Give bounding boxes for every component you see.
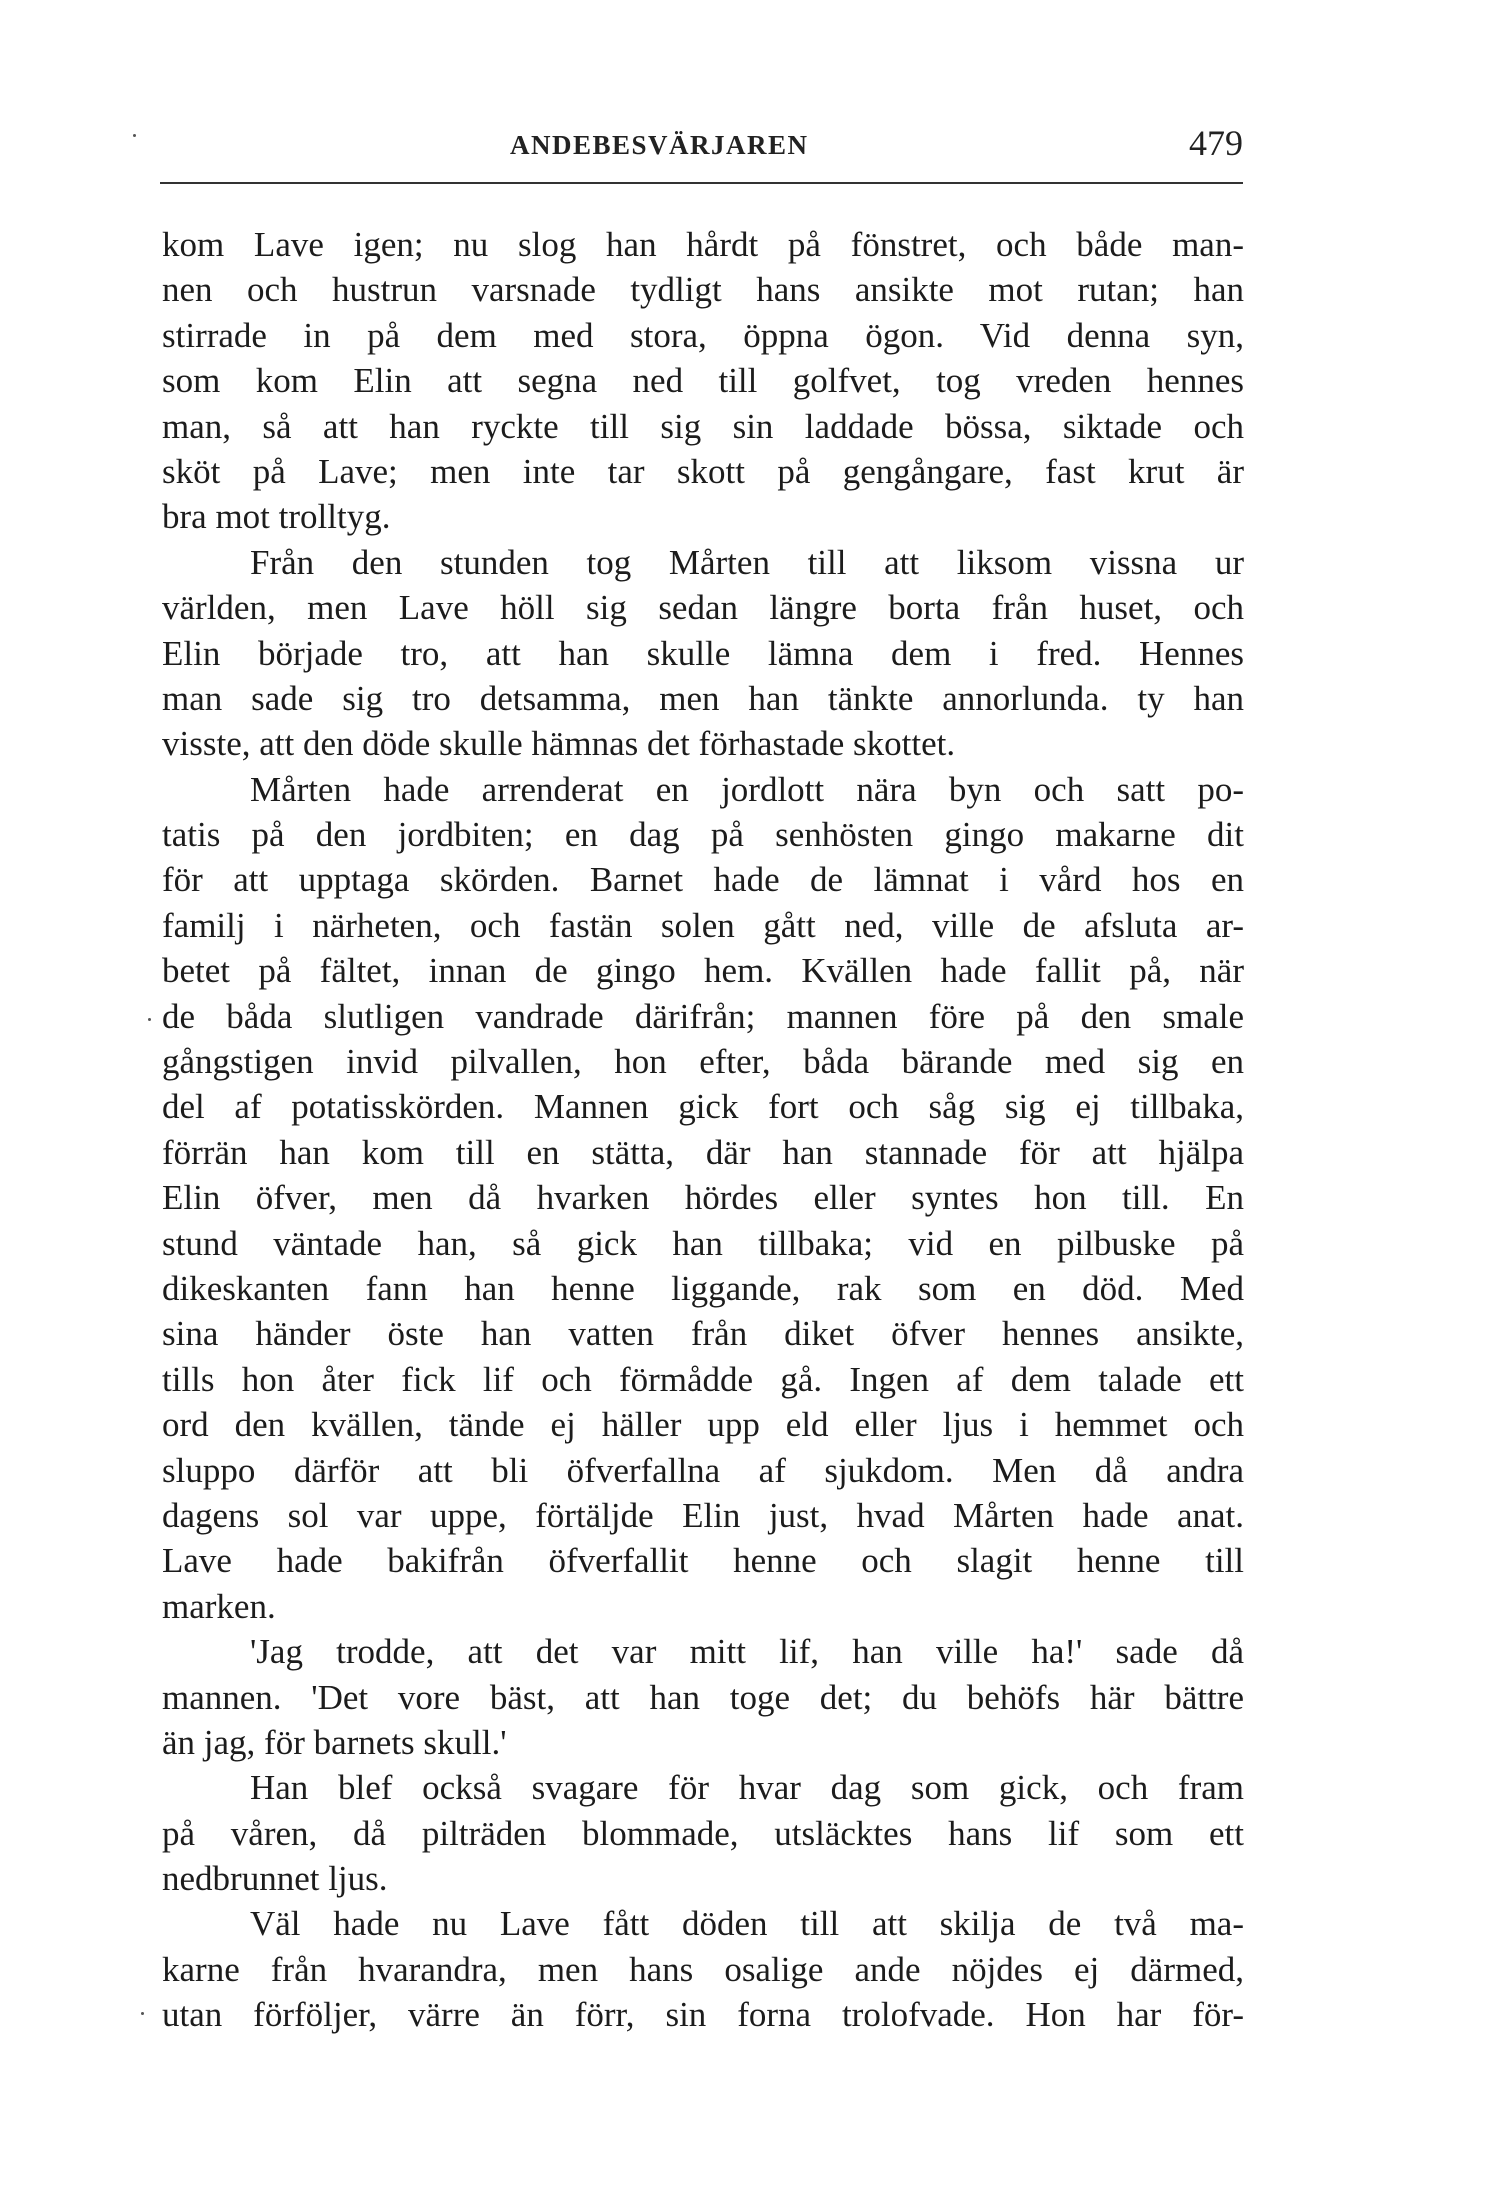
text-line: dagens sol var uppe, förtäljde Elin just, hvad Mårten hade anat. bbox=[162, 1495, 1244, 1535]
text-line: dikeskanten fann han henne liggande, rak som en död. Med bbox=[162, 1268, 1244, 1308]
text-line: Lave hade bakifrån öfverfallit henne och slagit henne till bbox=[162, 1541, 1244, 1581]
text-line: Från den stunden tog Mårten till att liksom vissna ur bbox=[250, 542, 1244, 582]
text-line: som kom Elin att segna ned till golfvet, tog vreden hennes bbox=[162, 361, 1244, 401]
text-line: 'Jag trodde, att det var mitt lif, han ville ha!' sade då bbox=[250, 1632, 1244, 1672]
header-rule bbox=[160, 182, 1243, 184]
text-line: familj i närheten, och fastän solen gått ned, ville de afsluta ar- bbox=[162, 905, 1244, 945]
text-line: Elin började tro, att han skulle lämna dem i fred. Hennes bbox=[162, 633, 1244, 673]
text-line: karne från hvarandra, men hans osalige ande nöjdes ej därmed, bbox=[162, 1949, 1244, 1989]
text-line: gångstigen invid pilvallen, hon efter, båda bärande med sig en bbox=[162, 1042, 1244, 1082]
paper-speck bbox=[141, 2012, 144, 2015]
text-line: de båda slutligen vandrade därifrån; mannen före på den smale bbox=[162, 996, 1244, 1036]
text-line: del af potatisskörden. Mannen gick fort och såg sig ej tillbaka, bbox=[162, 1087, 1244, 1127]
text-line: man sade sig tro detsamma, men han tänkte annorlunda. ty han bbox=[162, 678, 1244, 718]
text-line: nedbrunnet ljus. bbox=[162, 1859, 388, 1899]
text-line: stirrade in på dem med stora, öppna ögon. Vid denna syn, bbox=[162, 315, 1244, 355]
body-text bbox=[162, 222, 1244, 2038]
text-line: Han blef också svagare för hvar dag som gick, och fram bbox=[250, 1768, 1244, 1808]
text-line: tills hon åter fick lif och förmådde gå. Ingen af dem talade ett bbox=[162, 1359, 1244, 1399]
paper-speck bbox=[148, 1018, 151, 1021]
text-line: på våren, då pilträden blommade, utsläcktes hans lif som ett bbox=[162, 1813, 1244, 1853]
text-line: nen och hustrun varsnade tydligt hans ansikte mot rutan; han bbox=[162, 270, 1244, 310]
text-line: sköt på Lave; men inte tar skott på gengångare, fast krut är bbox=[162, 451, 1244, 491]
page-number: 479 bbox=[1189, 123, 1243, 163]
text-line: utan förföljer, värre än förr, sin forna trolofvade. Hon har för- bbox=[162, 1995, 1244, 2035]
text-line: världen, men Lave höll sig sedan längre borta från huset, och bbox=[162, 588, 1244, 628]
text-line: kom Lave igen; nu slog han hårdt på fönstret, och både man- bbox=[162, 225, 1244, 264]
text-line: visste, att den döde skulle hämnas det förhastade skottet. bbox=[162, 724, 956, 764]
text-line: Elin öfver, men då hvarken hördes eller syntes hon till. En bbox=[162, 1178, 1244, 1218]
running-title: ANDEBESVÄRJAREN bbox=[510, 130, 809, 160]
running-head bbox=[160, 123, 1243, 170]
text-line: betet på fältet, innan de gingo hem. Kvällen hade fallit på, när bbox=[162, 951, 1244, 991]
text-line: förrän han kom till en stätta, där han stannade för att hjälpa bbox=[162, 1132, 1244, 1172]
text-line: Mårten hade arrenderat en jordlott nära byn och satt po- bbox=[250, 769, 1244, 809]
text-line: än jag, för barnets skull.' bbox=[162, 1722, 507, 1762]
text-line: ord den kvällen, tände ej häller upp eld eller ljus i hemmet och bbox=[162, 1405, 1244, 1445]
text-line: stund väntade han, så gick han tillbaka; vid en pilbuske på bbox=[162, 1223, 1244, 1263]
text-line: man, så att han ryckte till sig sin laddade bössa, siktade och bbox=[162, 406, 1244, 446]
paper-speck bbox=[133, 134, 136, 137]
text-line: sina händer öste han vatten från diket öfver hennes ansikte, bbox=[162, 1314, 1244, 1354]
text-line: för att upptaga skörden. Barnet hade de lämnat i vård hos en bbox=[162, 860, 1244, 900]
text-line: marken. bbox=[162, 1586, 276, 1626]
text-line: sluppo därför att bli öfverfallna af sjukdom. Men då andra bbox=[162, 1450, 1244, 1490]
text-line: bra mot trolltyg. bbox=[162, 497, 391, 537]
text-line: mannen. 'Det vore bäst, att han toge det; du behöfs här bättre bbox=[162, 1677, 1244, 1717]
text-line: tatis på den jordbiten; en dag på senhösten gingo makarne dit bbox=[162, 815, 1244, 855]
text-line: Väl hade nu Lave fått döden till att skilja de två ma- bbox=[250, 1904, 1244, 1944]
